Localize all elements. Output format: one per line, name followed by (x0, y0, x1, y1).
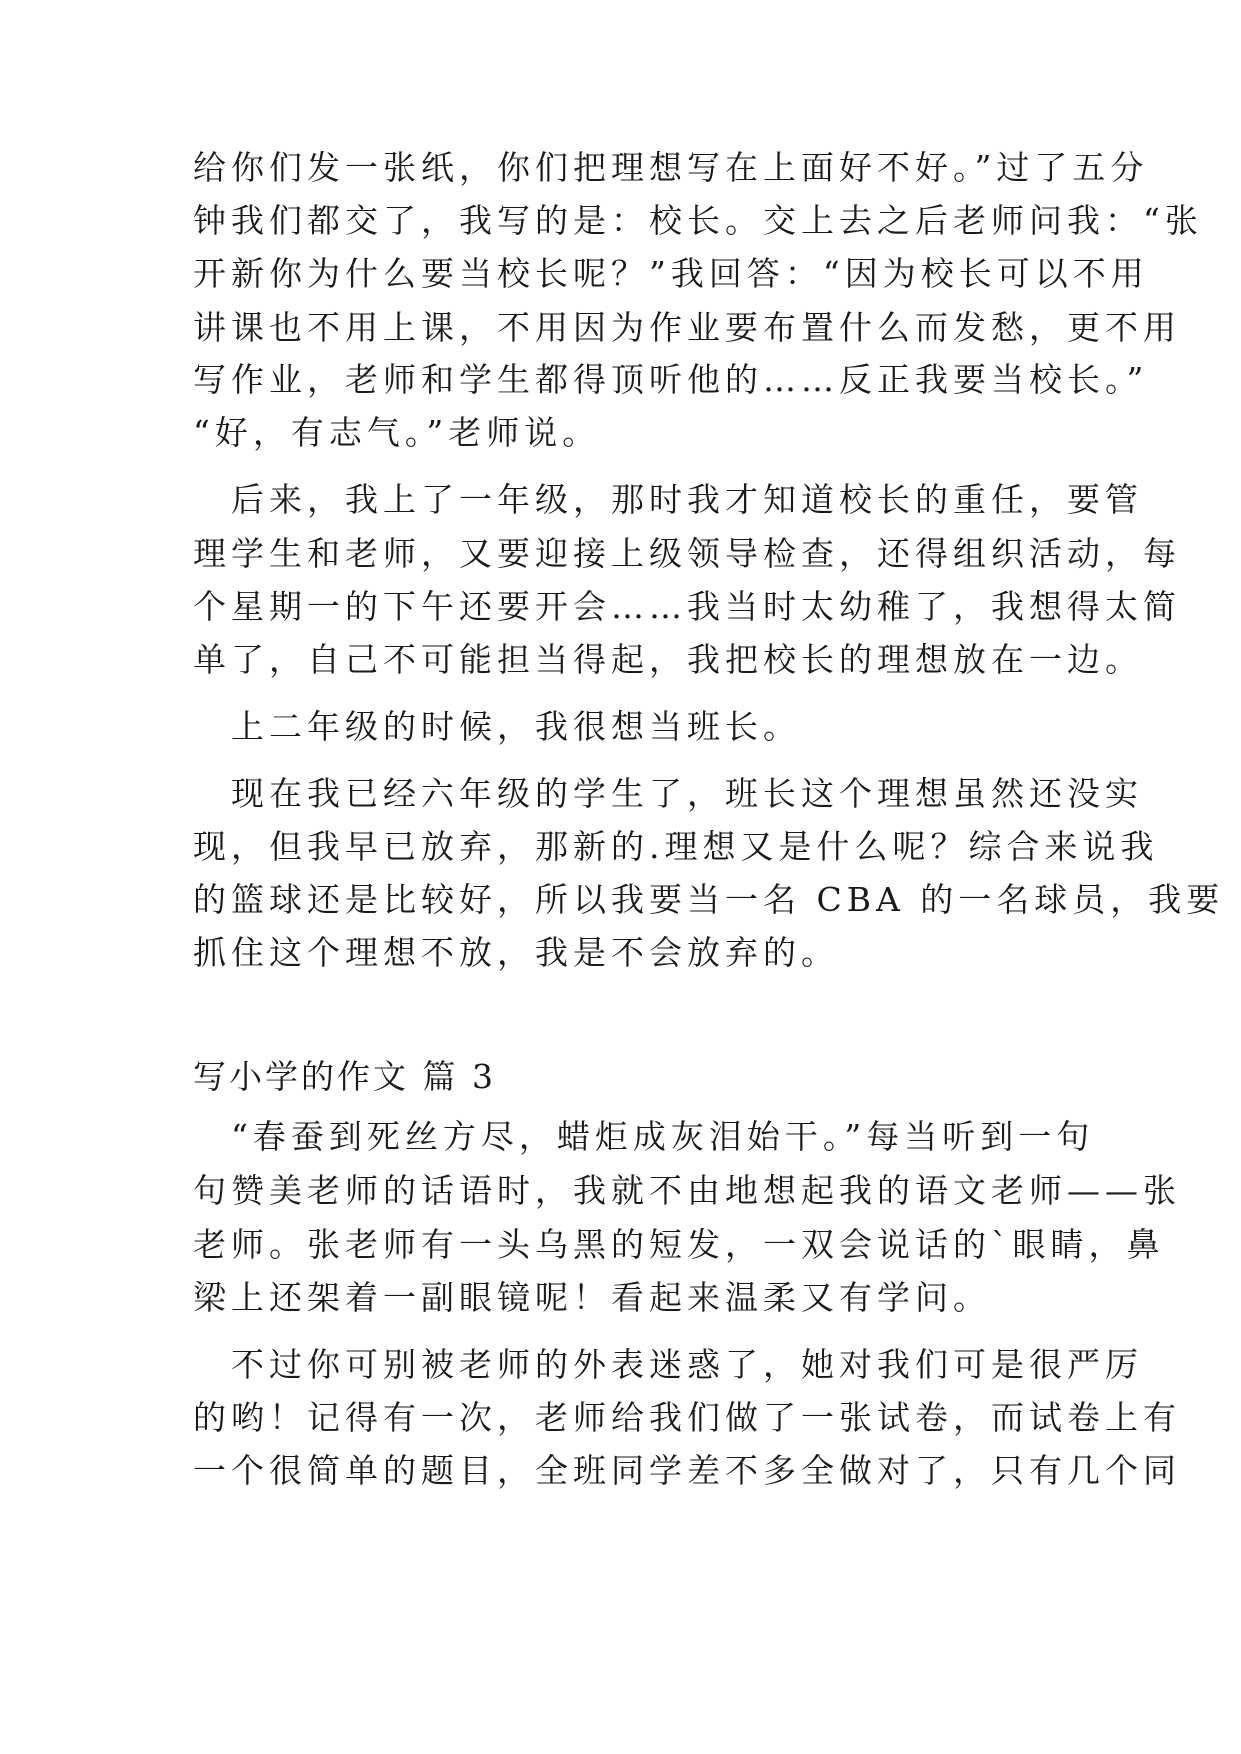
text-line: 的篮球还是比较好，所以我要当一名 CBA 的一名球员，我要 (193, 880, 1225, 919)
section-heading: 写小学的作文 篇 3 (193, 1057, 496, 1096)
text-line: 的哟！记得有一次，老师给我们做了一张试卷，而试卷上有 (193, 1398, 1181, 1437)
text-line: 梁上还架着一副眼镜呢！看起来温柔又有学问。 (193, 1278, 991, 1317)
text-line: 讲课也不用上课，不用因为作业要布置什么而发愁，更不用 (193, 308, 1181, 347)
text-line: 一个很简单的题目，全班同学差不多全做对了，只有几个同 (193, 1451, 1181, 1490)
text-line: 现，但我早已放弃，那新的.理想又是什么呢？综合来说我 (193, 827, 1159, 866)
text-line: “好，有志气。”老师说。 (193, 413, 601, 452)
text-line: 给你们发一张纸，你们把理想写在上面好不好。”过了五分 (193, 148, 1149, 187)
text-line: 理学生和老师，又要迎接上级领导检查，还得组织活动，每 (193, 534, 1181, 573)
text-line: 句赞美老师的话语时，我就不由地想起我的语文老师——张 (193, 1171, 1181, 1210)
text-line: 写作业，老师和学生都得顶听他的……反正我要当校长。” (193, 360, 1149, 399)
text-line: 不过你可别被老师的外表迷惑了，她对我们可是很严厉 (193, 1345, 1143, 1384)
text-line: 单了，自己不可能担当得起，我把校长的理想放在一边。 (193, 640, 1143, 679)
text-line: 开新你为什么要当校长呢？”我回答：“因为校长可以不用 (193, 254, 1149, 293)
text-line: 抓住这个理想不放，我是不会放弃的。 (193, 933, 839, 972)
text-line: 钟我们都交了，我写的是：校长。交上去之后老师问我：“张 (193, 201, 1203, 240)
text-line: “春蚕到死丝方尽，蜡炬成灰泪始干。”每当听到一句 (193, 1117, 1095, 1156)
text-line: 现在我已经六年级的学生了，班长这个理想虽然还没实 (193, 774, 1143, 813)
text-line: 老师。张老师有一头乌黑的短发，一双会说话的`眼睛，鼻 (193, 1225, 1165, 1264)
text-line: 后来，我上了一年级，那时我才知道校长的重任，要管 (193, 480, 1143, 519)
text-line: 上二年级的时候，我很想当班长。 (193, 707, 801, 746)
text-line: 个星期一的下午还要开会……我当时太幼稚了，我想得太简 (193, 587, 1181, 626)
